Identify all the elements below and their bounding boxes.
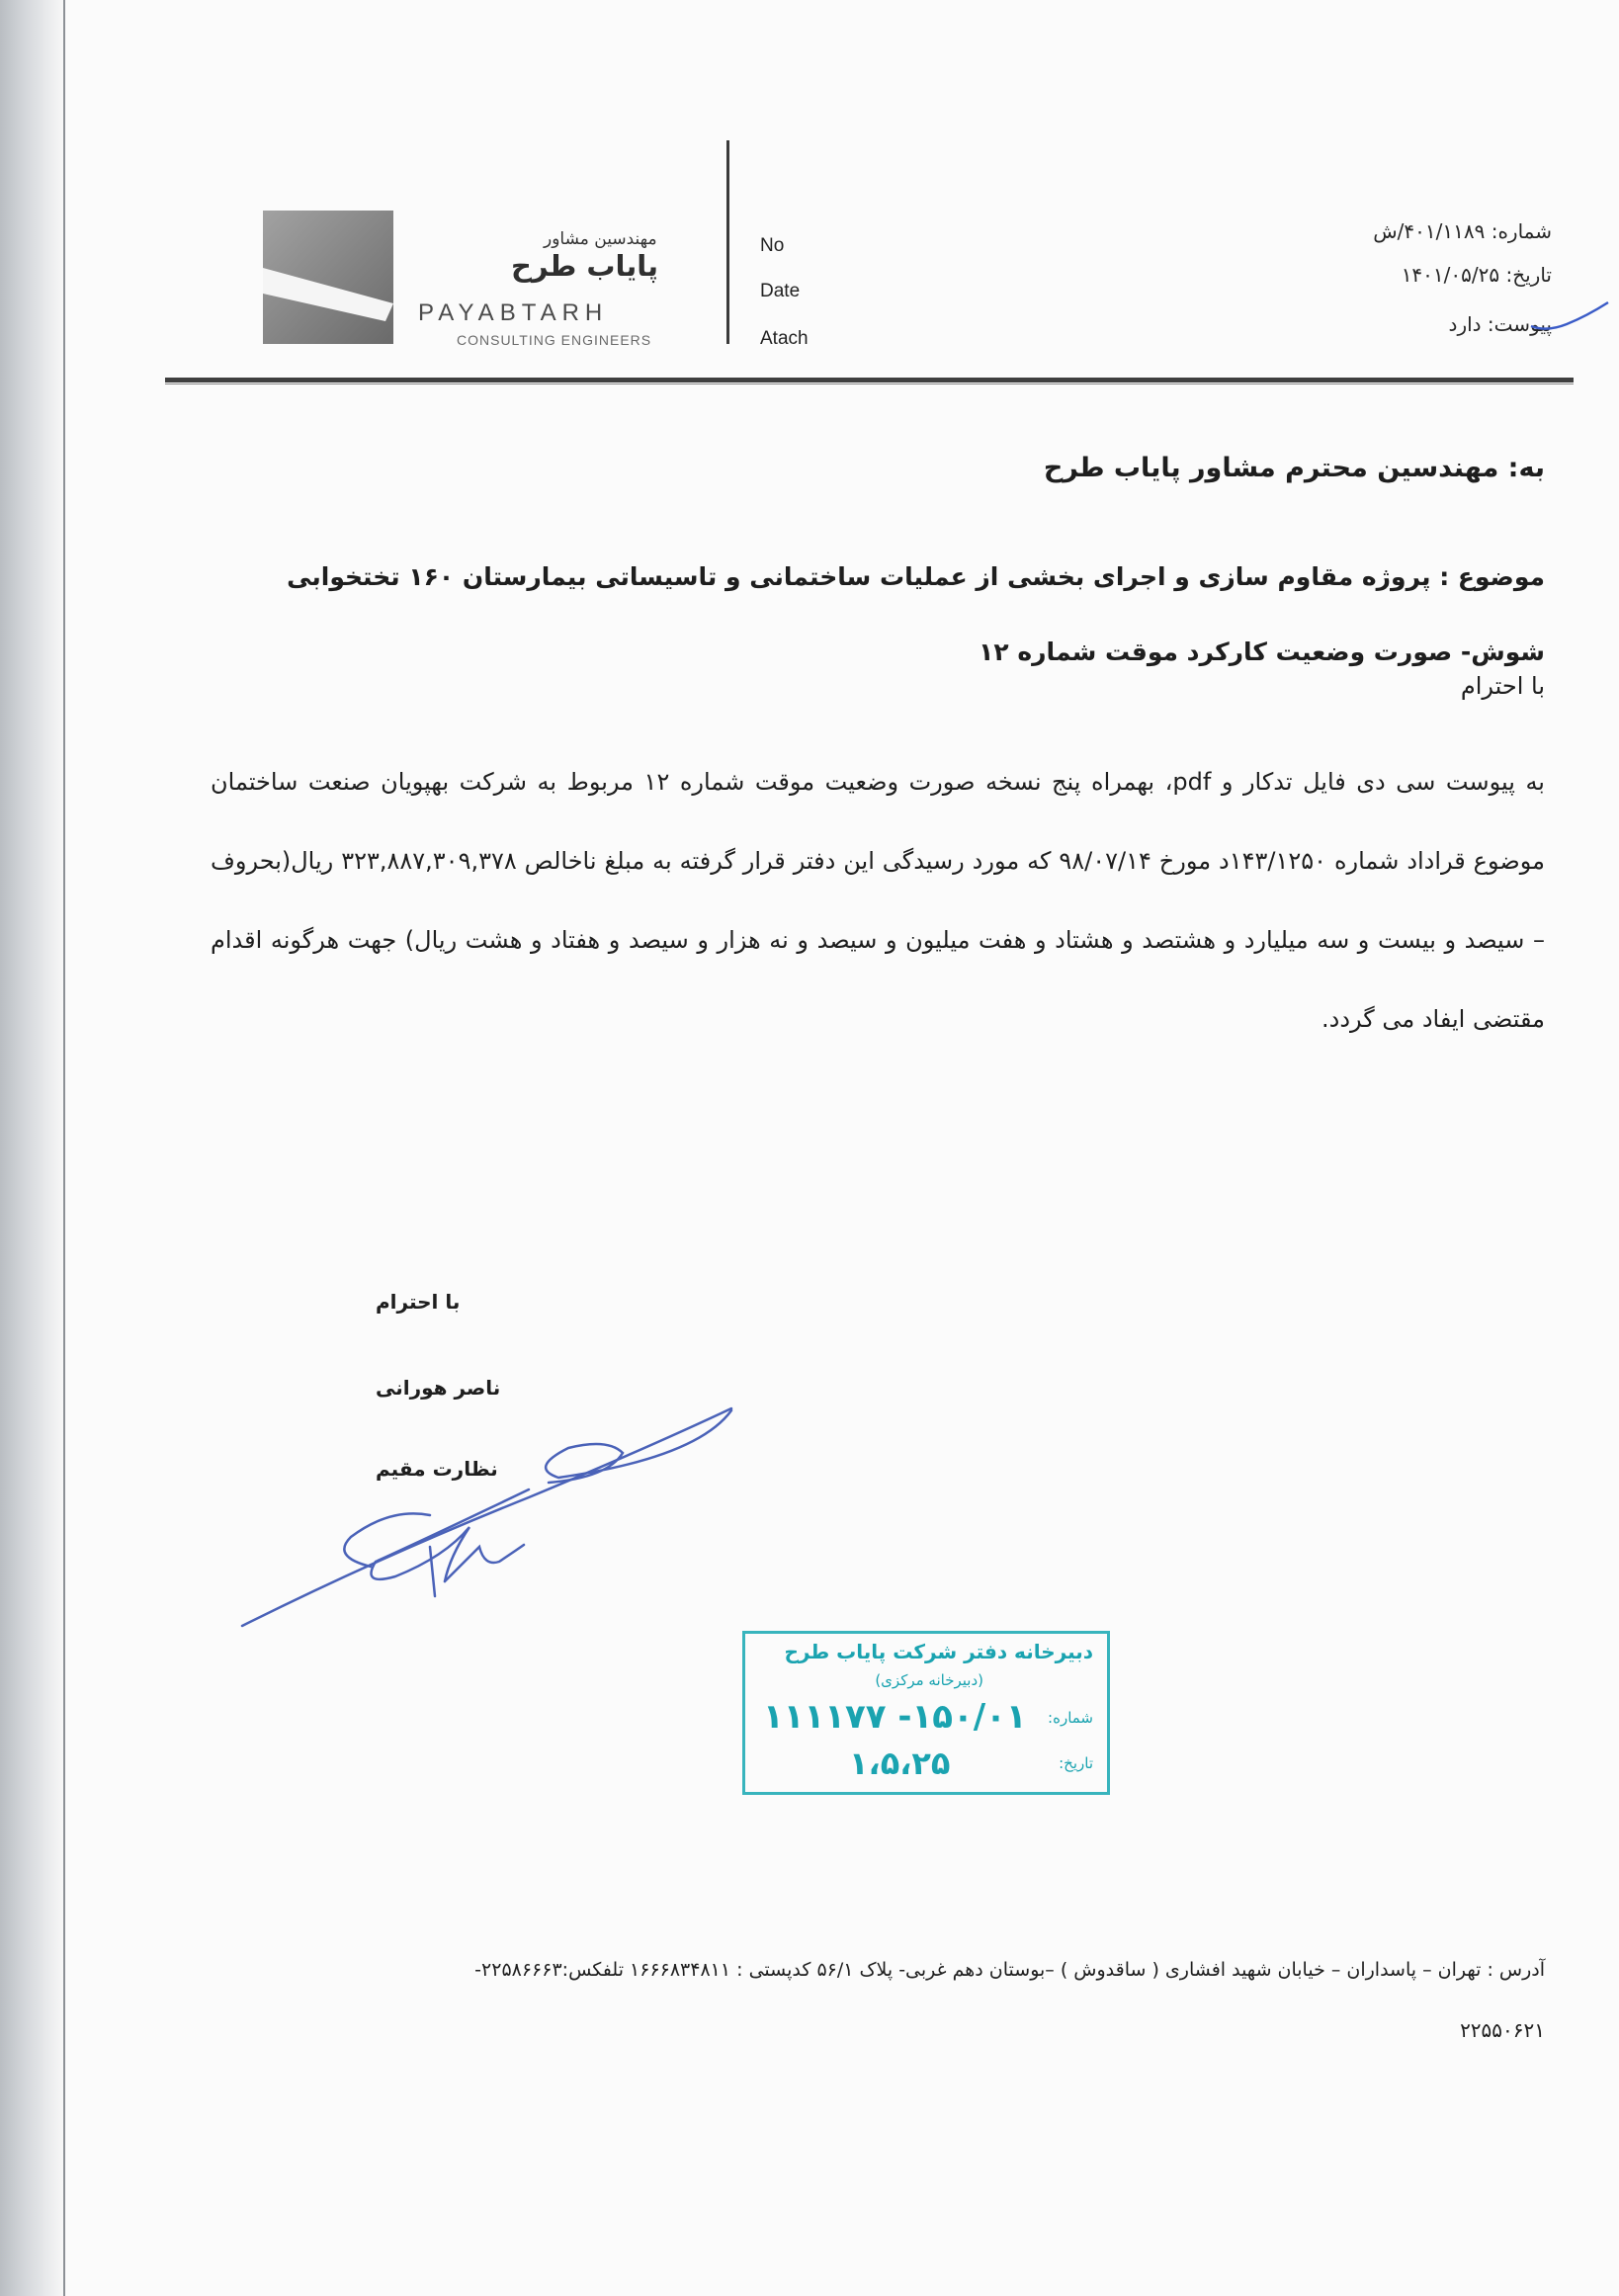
signature-name: ناصر هورانی (376, 1376, 501, 1400)
pen-check-mark (1527, 297, 1611, 336)
scan-left-edge (0, 0, 63, 2296)
footer-address: آدرس : تهران – پاسداران – خیابان شهید افشاری ( ساقدوش ) –بوستان دهم غربی- پلاک ۵۶/۱ کدپستی : ۱۶۶۶۸۳۴۸۱۱ تلفکس:۲۲۵۸۶۶۶۳- (474, 1959, 1545, 1981)
footer-fax-continued: ۲۲۵۵۰۶۲۱ (1460, 2018, 1545, 2042)
subject-line: موضوع : پروژه مقاوم سازی و اجرای بخشی از عملیات ساختمانی و تاسیساتی بیمارستان ۱۶۰ تختخوابی شوش- صورت وضعیت کارکرد موقت شماره ۱۲ (287, 562, 1545, 666)
stamp-department: (دبیرخانه مرکزی) (875, 1671, 983, 1689)
signature-title: نظارت مقیم (376, 1457, 498, 1481)
stamp-number-label: شماره: (1048, 1709, 1093, 1727)
header-divider (726, 140, 729, 344)
field-label-date: Date (760, 281, 801, 301)
letter-number: شماره: ۴۰۱/۱۱۸۹/ش (1373, 219, 1552, 243)
signature-closing: با احترام (376, 1290, 461, 1314)
greeting: با احترام (1460, 672, 1545, 700)
stamp-number-value: ۱۵۰/۰۱- ۱۱۱۱۷۷ (763, 1697, 1027, 1737)
field-label-attach: Atach (760, 328, 809, 349)
scan-edge-line (63, 0, 65, 2296)
company-subtitle-en: CONSULTING ENGINEERS (457, 332, 652, 348)
company-name-fa: پایاب طرح (511, 249, 659, 283)
field-label-no: No (760, 235, 785, 256)
handwritten-signature (232, 1399, 746, 1631)
letter-date: تاریخ: ۱۴۰۱/۰۵/۲۵ (1401, 263, 1552, 287)
stamp-date-value: ۱،۵،۲۵ (849, 1744, 951, 1782)
company-logo-mark (263, 211, 393, 344)
body-paragraph: به پیوست سی دی فایل تدکار و pdf، بهمراه پنج نسخه صورت وضعیت موقت شماره ۱۲ مربوط به شرکت بهپویان صنعت ساختمان موضوع قراداد شماره ۱۴۳/۱۲۵۰د مورخ ۹۸/۰۷/۱۴ که مورد رسیدگی این دفتر قرار گرفته به مبلغ ناخالص ۳۲۳,۸۸۷,۳۰۹,۳۷۸ ریال(بحروف – سیصد و بیست و سه میلیارد و هشتصد و هشتاد و هفت میلیون و سیصد و نه هزار و سیصد و هفتاد و هشت ریال) جهت هرگونه اقدام مقتضی ایفاد می گردد. (211, 768, 1546, 1033)
registry-stamp (742, 1631, 1110, 1795)
recipient-line: به: مهندسین محترم مشاور پایاب طرح (1043, 453, 1545, 483)
header-rule (165, 378, 1574, 383)
letter-attachment: پیوست: دارد (1448, 312, 1552, 336)
stamp-date-label: تاریخ: (1059, 1754, 1093, 1772)
company-subtitle-fa: مهندسین مشاور (544, 229, 657, 249)
header-rule-thin (165, 383, 1574, 384)
stamp-company: دبیرخانه دفتر شرکت پایاب طرح (784, 1640, 1093, 1663)
company-name-en: PAYABTARH (418, 299, 609, 326)
